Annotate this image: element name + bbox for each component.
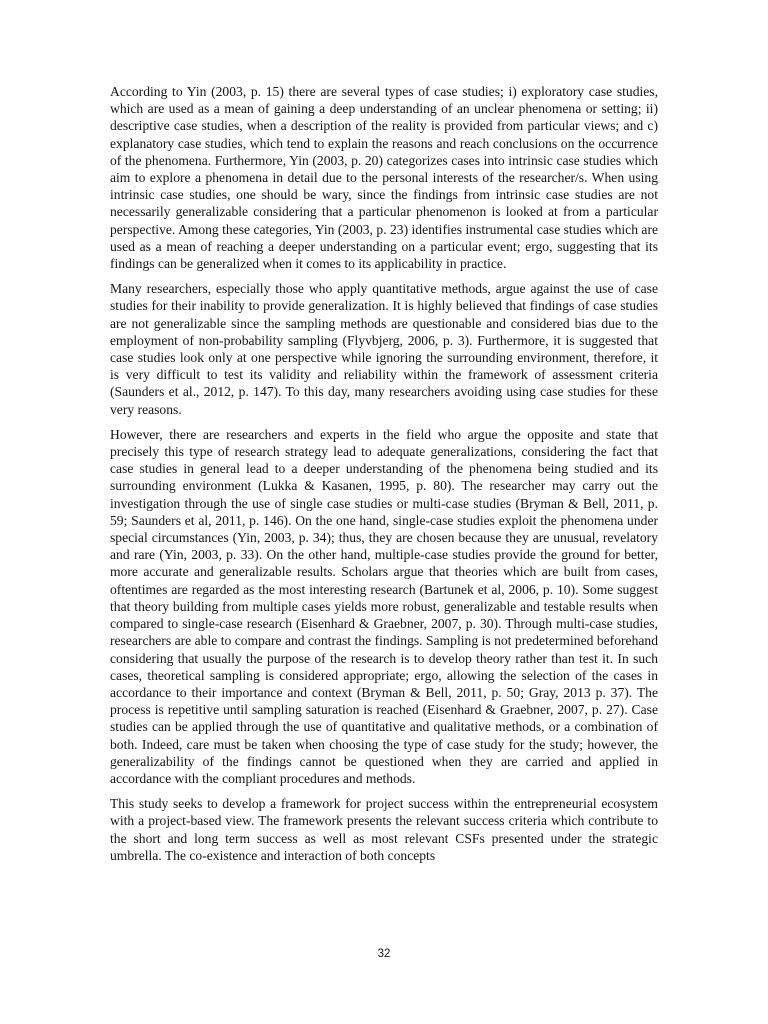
paragraph-support-for-case-studies: However, there are researchers and experts in the field who argue the opposite and state that precisely this type of research strategy lead to adequate generalizations, considering the fact that case studies in general lead to a deeper understanding of the phenomena being studied and its surrounding environment (Lukka & Kasanen, 1995, p. 80). The researcher may carry out the investigation through the use of single case studies or multi-case studies (Bryman & Bell, 2011, p. 59; Saunders et al, 2011, p. 146). On the one hand, single-case studies exploit the phenomena under special circumstances (Yin, 2003, p. 34); thus, they are chosen because they are unusual, revelatory and rare (Yin, 2003, p. 33). On the other hand, multiple-case studies provide the ground for better, more accurate and generalizable results. Scholars argue that theories which are built from cases, oftentimes are regarded as the most interesting research (Bartunek et al, 2006, p. 10). Some suggest that theory building from multiple cases yields more robust, generalizable and testable results when compared to single-case research (Eisenhard & Graebner, 2007, p. 30). Through multi-case studies, researchers are able to compare and contrast the findings. Sampling is not predetermined beforehand considering that usually the purpose of the research is to develop theory rather than test it. In such cases, theoretical sampling is considered appropriate; ergo, allowing the selection of the cases in accordance to their importance and context (Bryman & Bell, 2011, p. 50; Gray, 2013 p. 37). The process is repetitive until sampling saturation is reached (Eisenhard & Graebner, 2007, p. 27). Case studies can be applied through the use of quantitative and qualitative methods, or a combination of both. Indeed, care must be taken when choosing the type of case study for the study; however, the generalizability of the findings cannot be questioned when they are carried and applied in accordance with the compliant procedures and methods. — [110, 426, 658, 786]
page-number: 32 — [377, 948, 391, 960]
paragraph-case-study-types: According to Yin (2003, p. 15) there are several types of case studies; i) exploratory case studies, which are used as a mean of gaining a deep understanding of an unclear phenomena or setting; ii) descriptive case studies, when a description of the reality is provided from particular views; and c) explanatory case studies, which tend to explain the reasons and reach conclusions on the occurrence of the phenomena. Furthermore, Yin (2003, p. 20) categorizes cases into intrinsic case studies which aim to explore a phenomena in detail due to the personal interests of the researcher/s. When using intrinsic case studies, one should be wary, since the findings from intrinsic case studies are not necessarily generalizable considering that a particular phenomenon is looked at from a particular perspective. Among these categories, Yin (2003, p. 23) identifies instrumental case studies which are used as a mean of reaching a deeper understanding on a particular event; ergo, suggesting that its findings can be generalized when it comes to its applicability in practice. — [110, 84, 659, 272]
paragraph-criticism-of-case-studies: Many researchers, especially those who apply quantitative methods, argue against the use of case studies for their inability to provide generalization. It is highly believed that findings of case studies are not generalizable since the sampling methods are questionable and considered bias due to the employment of non-probability sampling (Flyvbjerg, 2006, p. 3). Furthermore, it is suggested that case studies look only at one perspective while ignoring the surrounding environment, therefore, it is very difficult to test its validity and reliability within the framework of assessment criteria (Saunders et al., 2012, p. 147). To this day, many researchers avoiding using case studies for these very reasons. — [110, 281, 658, 417]
body-text — [110, 83, 658, 872]
paragraph-study-purpose: This study seeks to develop a framework for project success within the entrepreneurial ecosystem with a project-based view. The framework presents the relevant success criteria which contribute to the short and long term success as well as most relevant CSFs presented under the strategic umbrella. The co-existence and interaction of both concepts — [110, 796, 658, 863]
